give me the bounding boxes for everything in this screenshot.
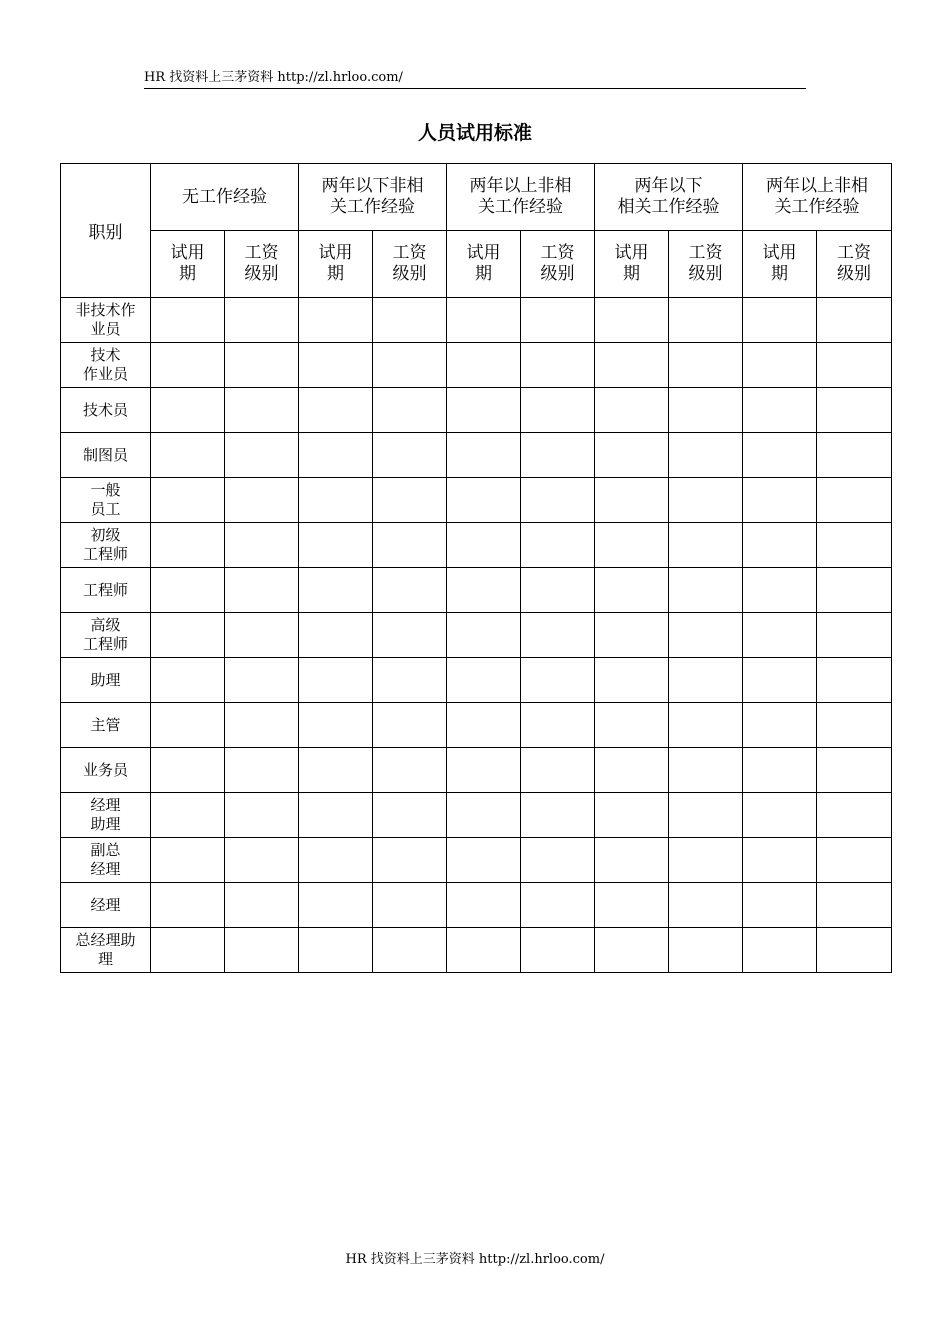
salary-grade-cell: [521, 748, 595, 793]
probation-period-cell: [743, 343, 817, 388]
salary-grade-cell: [225, 478, 299, 523]
salary-grade-cell: [225, 568, 299, 613]
page-header: HR 找资料上三茅资料 http://zl.hrloo.com/: [144, 70, 806, 89]
role-label-line: 工程师: [82, 635, 128, 653]
salary-grade-cell: [669, 928, 743, 973]
role-label-line: 技术员: [82, 400, 128, 419]
salary-grade-cell: [373, 613, 447, 658]
probation-period-cell: [299, 568, 373, 613]
experience-group-header: [743, 164, 892, 231]
salary-grade-cell: [669, 613, 743, 658]
salary-grade-cell: [669, 568, 743, 613]
probation-period-cell: [447, 613, 521, 658]
probation-period-cell: [595, 703, 669, 748]
salary-grade-cell: [521, 388, 595, 433]
probation-period-cell: [447, 703, 521, 748]
salary-grade-cell: [373, 883, 447, 928]
salary-grade-header: [669, 231, 743, 298]
experience-group-header: [151, 164, 299, 231]
salary-grade-cell: [521, 838, 595, 883]
salary-grade-cell: [669, 793, 743, 838]
table-row: [61, 343, 892, 388]
page-title: 人员试用标准: [417, 122, 532, 144]
probation-period-cell: [743, 658, 817, 703]
probation-period-cell: [299, 613, 373, 658]
role-label-line: 副总: [90, 841, 121, 859]
probation-period-cell: [151, 388, 225, 433]
salary-grade-cell: [669, 298, 743, 343]
salary-grade-cell: [373, 343, 447, 388]
salary-grade-cell: [521, 928, 595, 973]
probation-period-cell: [595, 658, 669, 703]
probation-period-header-line: 期: [771, 264, 788, 284]
probation-period-cell: [151, 658, 225, 703]
role-label-line: 主管: [90, 715, 121, 734]
salary-grade-cell: [817, 883, 892, 928]
role-label: [61, 568, 151, 613]
role-label: [61, 883, 151, 928]
table-row: [61, 748, 892, 793]
role-label-line: 理: [97, 950, 113, 968]
salary-grade-cell: [669, 433, 743, 478]
salary-grade-cell: [521, 523, 595, 568]
salary-grade-cell: [373, 298, 447, 343]
role-column-header: 职别: [61, 164, 151, 298]
role-label: [61, 658, 151, 703]
probation-period-cell: [151, 748, 225, 793]
role-label: [61, 343, 151, 388]
salary-grade-cell: [373, 928, 447, 973]
salary-grade-cell: [373, 433, 447, 478]
salary-grade-cell: [225, 433, 299, 478]
probation-period-header: [299, 231, 373, 298]
table-row: [61, 928, 892, 973]
role-label-line: 工程师: [82, 580, 128, 599]
probation-period-cell: [595, 568, 669, 613]
probation-period-cell: [595, 523, 669, 568]
role-label-line: 技术: [90, 346, 121, 364]
role-label-line: 助理: [90, 670, 121, 689]
role-label-line: 作业员: [82, 365, 128, 383]
experience-group-header-line: 两年以上非相: [469, 176, 572, 196]
role-label-line: 员工: [90, 500, 121, 518]
probation-period-cell: [447, 748, 521, 793]
probation-period-cell: [151, 793, 225, 838]
probation-standards-table: [60, 163, 892, 973]
salary-grade-cell: [669, 388, 743, 433]
probation-period-cell: [151, 523, 225, 568]
probation-period-cell: [151, 433, 225, 478]
salary-grade-header-line: 级别: [540, 264, 575, 284]
probation-period-cell: [299, 703, 373, 748]
role-label: [61, 298, 151, 343]
salary-grade-cell: [817, 343, 892, 388]
role-label: [61, 838, 151, 883]
probation-period-header: [447, 231, 521, 298]
probation-period-cell: [595, 613, 669, 658]
role-label-line: 高级: [90, 616, 121, 634]
role-label: [61, 748, 151, 793]
salary-grade-cell: [225, 298, 299, 343]
salary-grade-cell: [225, 343, 299, 388]
salary-grade-cell: [373, 388, 447, 433]
salary-grade-cell: [373, 523, 447, 568]
salary-grade-cell: [669, 478, 743, 523]
salary-grade-header: [373, 231, 447, 298]
probation-period-header-line: 期: [475, 264, 492, 284]
probation-period-cell: [299, 883, 373, 928]
salary-grade-cell: [669, 748, 743, 793]
table-row: [61, 568, 892, 613]
role-label-line: 总经理助: [75, 931, 136, 949]
salary-grade-cell: [225, 928, 299, 973]
probation-period-header-line: 试用: [318, 243, 353, 263]
probation-period-cell: [447, 523, 521, 568]
salary-grade-header-line: 工资: [688, 243, 723, 263]
probation-period-cell: [299, 748, 373, 793]
probation-period-cell: [447, 928, 521, 973]
probation-period-cell: [299, 523, 373, 568]
probation-period-cell: [595, 478, 669, 523]
table-row: [61, 433, 892, 478]
probation-period-header: [743, 231, 817, 298]
salary-grade-header-line: 级别: [837, 264, 871, 284]
experience-group-header-line: 两年以上非相: [766, 176, 868, 196]
probation-period-cell: [743, 883, 817, 928]
salary-grade-cell: [521, 703, 595, 748]
role-label: [61, 478, 151, 523]
salary-grade-cell: [225, 388, 299, 433]
probation-period-cell: [151, 703, 225, 748]
salary-grade-cell: [817, 703, 892, 748]
salary-grade-cell: [225, 748, 299, 793]
experience-group-header-line: 关工作经验: [774, 197, 860, 217]
probation-period-header-line: 期: [623, 264, 640, 284]
probation-period-cell: [299, 433, 373, 478]
page-footer: HR 找资料上三茅资料 http://zl.hrloo.com/: [345, 1252, 605, 1267]
experience-group-header: [447, 164, 595, 231]
salary-grade-cell: [225, 838, 299, 883]
probation-period-cell: [447, 568, 521, 613]
probation-period-cell: [299, 838, 373, 883]
salary-grade-cell: [373, 478, 447, 523]
experience-group-header-line: 无工作经验: [182, 186, 267, 207]
probation-period-cell: [743, 568, 817, 613]
probation-period-cell: [595, 388, 669, 433]
probation-period-cell: [151, 343, 225, 388]
salary-grade-cell: [521, 658, 595, 703]
salary-grade-cell: [817, 433, 892, 478]
probation-period-cell: [595, 883, 669, 928]
salary-grade-cell: [521, 883, 595, 928]
probation-period-cell: [299, 343, 373, 388]
role-label-line: 制图员: [82, 445, 128, 464]
probation-period-cell: [447, 388, 521, 433]
salary-grade-cell: [225, 793, 299, 838]
table-row: [61, 613, 892, 658]
probation-period-cell: [299, 388, 373, 433]
probation-period-cell: [447, 883, 521, 928]
role-label: [61, 388, 151, 433]
role-label: [61, 523, 151, 568]
salary-grade-header-line: 工资: [837, 243, 871, 263]
experience-group-header-line: 关工作经验: [330, 197, 415, 217]
salary-grade-cell: [225, 523, 299, 568]
experience-group-header-line: 两年以下非相: [321, 176, 424, 196]
probation-period-cell: [743, 478, 817, 523]
role-label: [61, 928, 151, 973]
probation-period-header: [595, 231, 669, 298]
probation-period-cell: [299, 793, 373, 838]
salary-grade-header-line: 级别: [392, 264, 427, 284]
experience-group-header: [595, 164, 743, 231]
probation-period-cell: [743, 298, 817, 343]
salary-grade-cell: [521, 343, 595, 388]
table-row: [61, 838, 892, 883]
probation-period-cell: [447, 838, 521, 883]
salary-grade-header-line: 工资: [244, 243, 279, 263]
salary-grade-cell: [817, 838, 892, 883]
salary-grade-cell: [521, 433, 595, 478]
probation-period-cell: [743, 703, 817, 748]
salary-grade-cell: [521, 568, 595, 613]
salary-grade-header-line: 级别: [244, 264, 279, 284]
probation-period-cell: [151, 568, 225, 613]
table-row: [61, 793, 892, 838]
salary-grade-cell: [669, 883, 743, 928]
probation-period-cell: [743, 748, 817, 793]
salary-grade-cell: [817, 568, 892, 613]
probation-period-cell: [151, 883, 225, 928]
salary-grade-cell: [373, 658, 447, 703]
role-label-line: 工程师: [82, 545, 128, 563]
salary-grade-cell: [669, 523, 743, 568]
probation-period-cell: [299, 478, 373, 523]
table-row: [61, 703, 892, 748]
probation-period-cell: [151, 613, 225, 658]
probation-period-cell: [447, 793, 521, 838]
role-label-line: 经理: [90, 895, 121, 914]
salary-grade-header-line: 工资: [392, 243, 427, 263]
role-label-line: 经理: [90, 796, 121, 814]
salary-grade-cell: [817, 613, 892, 658]
salary-grade-header: [817, 231, 892, 298]
role-label: [61, 433, 151, 478]
role-label-line: 初级: [90, 526, 121, 544]
role-label: [61, 613, 151, 658]
probation-period-cell: [743, 928, 817, 973]
salary-grade-cell: [521, 298, 595, 343]
salary-grade-cell: [373, 838, 447, 883]
probation-period-cell: [447, 298, 521, 343]
salary-grade-cell: [521, 793, 595, 838]
probation-period-cell: [743, 388, 817, 433]
probation-period-cell: [151, 298, 225, 343]
experience-group-header-line: 关工作经验: [478, 197, 563, 217]
salary-grade-cell: [225, 883, 299, 928]
probation-period-header-line: 试用: [466, 243, 501, 263]
role-label: [61, 703, 151, 748]
role-label-line: 业员: [90, 320, 121, 338]
salary-grade-header-line: 级别: [688, 264, 723, 284]
salary-grade-cell: [521, 613, 595, 658]
probation-period-cell: [151, 928, 225, 973]
probation-period-cell: [595, 838, 669, 883]
probation-period-cell: [743, 838, 817, 883]
probation-period-cell: [595, 298, 669, 343]
salary-grade-cell: [373, 748, 447, 793]
probation-period-header-line: 期: [179, 264, 196, 284]
probation-period-header-line: 试用: [170, 243, 205, 263]
salary-grade-cell: [373, 703, 447, 748]
salary-grade-cell: [669, 343, 743, 388]
probation-period-cell: [447, 433, 521, 478]
salary-grade-cell: [817, 298, 892, 343]
probation-period-cell: [595, 748, 669, 793]
salary-grade-header: [521, 231, 595, 298]
salary-grade-cell: [817, 928, 892, 973]
probation-period-cell: [595, 343, 669, 388]
role-label-line: 非技术作: [75, 301, 136, 319]
probation-period-cell: [595, 433, 669, 478]
table-row: [61, 388, 892, 433]
role-label: [61, 793, 151, 838]
role-label-line: 助理: [90, 815, 121, 833]
salary-grade-cell: [817, 523, 892, 568]
salary-grade-cell: [669, 838, 743, 883]
salary-grade-cell: [817, 748, 892, 793]
salary-grade-cell: [225, 613, 299, 658]
table-row: [61, 658, 892, 703]
salary-grade-cell: [669, 658, 743, 703]
role-label-line: 业务员: [82, 760, 128, 779]
probation-period-cell: [595, 928, 669, 973]
salary-grade-cell: [521, 478, 595, 523]
salary-grade-cell: [225, 703, 299, 748]
table-row: [61, 523, 892, 568]
probation-period-header-line: 试用: [762, 243, 797, 263]
probation-period-cell: [447, 478, 521, 523]
experience-group-header-line: 相关工作经验: [617, 197, 720, 217]
probation-period-cell: [743, 613, 817, 658]
salary-grade-cell: [669, 703, 743, 748]
table-row: [61, 883, 892, 928]
probation-period-header-line: 期: [327, 264, 344, 284]
probation-period-cell: [299, 928, 373, 973]
salary-grade-header-line: 工资: [540, 243, 575, 263]
probation-period-cell: [595, 793, 669, 838]
table-row: [61, 478, 892, 523]
salary-grade-cell: [817, 388, 892, 433]
probation-period-cell: [743, 793, 817, 838]
salary-grade-header: [225, 231, 299, 298]
probation-period-cell: [447, 343, 521, 388]
salary-grade-cell: [817, 793, 892, 838]
role-label-line: 一般: [90, 481, 121, 499]
salary-grade-cell: [373, 568, 447, 613]
salary-grade-cell: [225, 658, 299, 703]
probation-period-cell: [743, 523, 817, 568]
probation-period-cell: [151, 478, 225, 523]
salary-grade-cell: [817, 478, 892, 523]
experience-group-header: [299, 164, 447, 231]
table-row: [61, 298, 892, 343]
experience-group-header-line: 两年以下: [634, 176, 703, 196]
role-label-line: 经理: [90, 860, 121, 878]
salary-grade-cell: [817, 658, 892, 703]
probation-period-cell: [299, 658, 373, 703]
probation-period-cell: [151, 838, 225, 883]
probation-period-header: [151, 231, 225, 298]
probation-period-cell: [447, 658, 521, 703]
salary-grade-cell: [373, 793, 447, 838]
probation-period-header-line: 试用: [614, 243, 649, 263]
probation-period-cell: [299, 298, 373, 343]
probation-period-cell: [743, 433, 817, 478]
